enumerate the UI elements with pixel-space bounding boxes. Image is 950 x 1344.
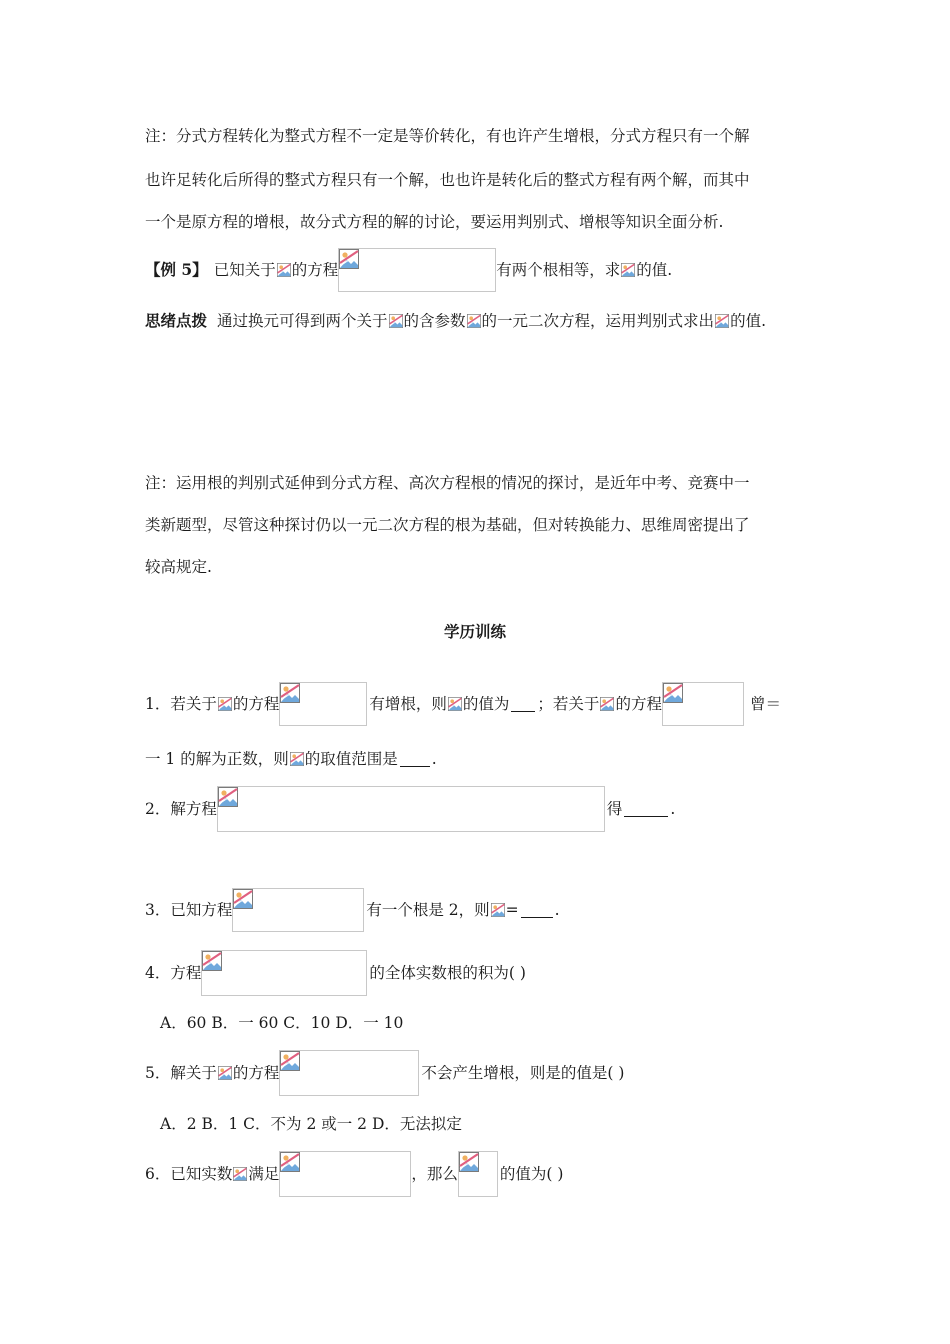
example5-text: 有两个根相等，求 (496, 261, 621, 279)
broken-image-icon (491, 903, 505, 917)
q2-text: 2．解方程 (145, 800, 217, 818)
q6-text: ，那么 (411, 1165, 458, 1183)
equation-image (201, 950, 367, 996)
note2-line1: 注：运用根的判别式延伸到分式方程、高次方程根的情况的探讨，是近年中考、竞赛中一 (145, 474, 750, 492)
equation-image (279, 1151, 411, 1197)
hint-text: 的一元二次方程，运用判别式求出 (481, 312, 715, 330)
broken-image-icon (290, 752, 304, 766)
q3-text: 3．已知方程 (145, 901, 233, 919)
q5-text: 5．解关于 (145, 1064, 217, 1082)
q1-text: 有增根，则 (369, 695, 447, 713)
q1-text: ；若关于 (537, 695, 600, 713)
example5-text: 已知关于 (213, 261, 276, 279)
hint-text: 的值. (730, 312, 766, 330)
q2-text: . (670, 800, 676, 818)
hint-text: 通过换元可得到两个关于 (217, 312, 388, 330)
hint-text: 的含参数 (403, 312, 466, 330)
broken-image-icon (218, 1066, 232, 1080)
q5-text: 的方程 (232, 1064, 280, 1082)
q4-text: 4．方程 (145, 964, 202, 982)
q3-text: . (554, 901, 560, 919)
hint-label: 思绪点拨 (145, 311, 208, 330)
question-3-line (145, 888, 560, 932)
q2-text: 得 (606, 800, 623, 818)
q5-text: 不会产生增根，则是的值是( ) (421, 1064, 625, 1082)
question-4-options: A．60 B．一 60 C．10 D．一 10 (160, 1014, 404, 1032)
q1-text: 的方程 (615, 695, 662, 713)
q1-text: 曾＝ (749, 695, 781, 713)
question-4-line (145, 950, 526, 996)
note2-line2: 类新题型，尽管这种探讨仍以一元二次方程的根为基础，但对转换能力、思维周密提出了 (145, 516, 750, 534)
example5-tag: 【例 5】 (145, 260, 208, 279)
q1-text: 的值为 (462, 695, 510, 713)
q3-text: 有一个根是 2，则 (366, 901, 490, 919)
broken-image-icon (448, 697, 462, 711)
q6-text: 6．已知实数 (145, 1165, 233, 1183)
answer-blank[interactable] (624, 802, 668, 817)
question-2-line (145, 786, 675, 832)
equation-image (279, 1050, 419, 1096)
answer-blank[interactable] (400, 752, 430, 767)
note2-line3: 较高规定. (145, 558, 212, 576)
equation-image (217, 786, 605, 832)
note1-line2: 也许足转化后所得的整式方程只有一个解，也也许是转化后的整式方程有两个解，而其中 (145, 171, 750, 189)
q1-text: 的方程 (232, 695, 280, 713)
broken-image-icon (218, 697, 232, 711)
q6-text: 满足 (248, 1165, 280, 1183)
q1-text: 的取值范围是 (304, 750, 398, 768)
equation-image (232, 888, 364, 932)
example5-line (145, 248, 672, 292)
broken-image-icon (621, 263, 635, 277)
hint-line (145, 310, 766, 332)
q4-text: 的全体实数根的积为( ) (369, 964, 526, 982)
equation-image (458, 1151, 498, 1197)
note1-line3: 一个是原方程的增根，故分式方程的解的讨论，要运用判别式、增根等知识全面分析. (145, 213, 724, 231)
question-1-line1 (145, 682, 781, 726)
equation-image (662, 682, 744, 726)
broken-image-icon (467, 314, 481, 328)
broken-image-icon (600, 697, 614, 711)
q1-text: . (431, 750, 437, 768)
note1-line1: 注：分式方程转化为整式方程不一定是等价转化，有也许产生增根，分式方程只有一个解 (145, 127, 750, 145)
broken-image-icon (277, 263, 291, 277)
broken-image-icon (715, 314, 729, 328)
example5-text: 的方程 (291, 261, 339, 279)
equation-image (338, 248, 496, 292)
example5-text: 的值. (636, 261, 673, 279)
question-5-options: A．2 B．1 C．不为 2 或一 2 D．无法拟定 (160, 1115, 462, 1133)
q3-text: = (505, 901, 519, 919)
broken-image-icon (389, 314, 403, 328)
q6-text: 的值为( ) (499, 1165, 564, 1183)
answer-blank[interactable] (521, 903, 553, 918)
section-title: 学历训练 (443, 622, 506, 641)
q1-text: 一 1 的解为正数，则 (145, 750, 289, 768)
equation-image (279, 682, 367, 726)
broken-image-icon (233, 1167, 247, 1181)
question-1-line2 (145, 748, 437, 770)
q1-text: 1．若关于 (145, 695, 217, 713)
question-5-line (145, 1050, 624, 1096)
question-6-line (145, 1151, 563, 1197)
answer-blank[interactable] (511, 697, 535, 712)
